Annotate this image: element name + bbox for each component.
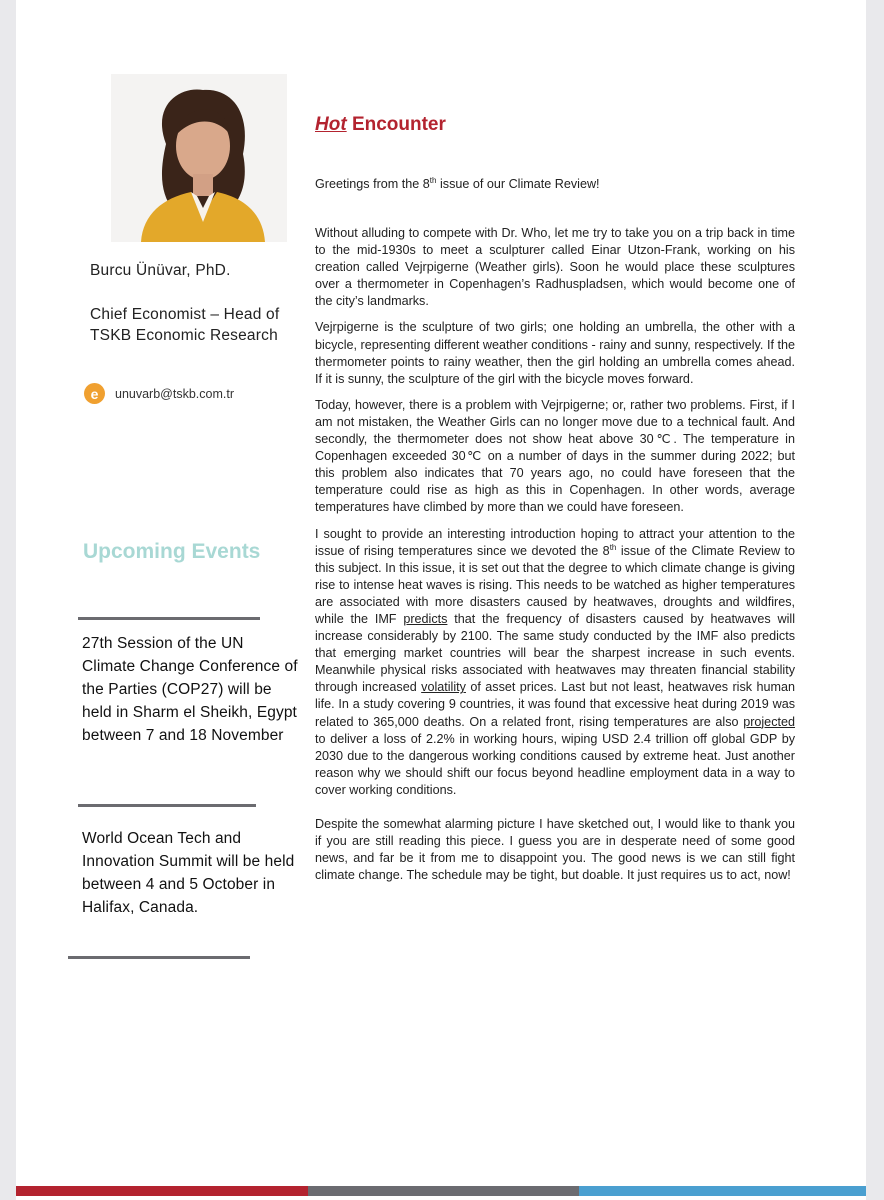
events-title: Upcoming Events xyxy=(83,540,261,563)
article-title xyxy=(315,114,446,136)
greeting: Greetings from the 8th issue of our Climate Review! xyxy=(315,176,600,192)
event-item-cop27: 27th Session of the UN Climate Change Conference of the Parties (COP27) will be held in Sharm el Sheikh, Egypt between 7 and 18 November xyxy=(82,635,298,744)
event-item-ocean-summit: World Ocean Tech and Innovation Summit will be held between 4 and 5 October in Halifax, Canada. xyxy=(82,830,295,916)
events-divider-3 xyxy=(68,956,250,959)
paragraph-3: Today, however, there is a problem with Vejrpigerne; or, rather two problems. First, if I am not mistaken, the Weather Girls can no longer move due to a technical fault. And secondly, the thermometer does not show heat above 30℃. The temperature in Copenhagen exceeded 30℃ on a number of days in the summer during 2022; but this problem also indicates that 70 years ago, no could have foreseen that the temperature could rise as high as this in Copenhagen. In other words, average temperatures have climbed by more than we could have foreseen. xyxy=(315,397,795,515)
article-title-hot: Hot xyxy=(315,114,347,135)
link-predicts[interactable]: predicts xyxy=(403,611,448,626)
author-email-row[interactable] xyxy=(84,383,234,404)
events-divider-2 xyxy=(78,804,256,807)
article-body xyxy=(315,225,795,893)
paragraph-2: Vejrpigerne is the sculpture of two girls; one holding an umbrella, the other with a bicycle, representing different weather conditions - rainy and sunny, respectively. If the thermometer points to rainy weather, then the girl holding an umbrella comes ahead. If it is sunny, the sculpture of the girl with the bicycle moves forward. xyxy=(315,320,795,386)
paragraph-5: Despite the somewhat alarming picture I have sketched out, I would like to thank you if you are still reading this piece. I guess you are in desperate need of some good news, and far be it from me to disappoint you. The good news is we can still fight climate change. The schedule may be tight, but doable. It just requires us to act, now! xyxy=(315,817,795,883)
paragraph-4: I sought to provide an interesting introduction hoping to attract your attention to the issue of rising temperatures since we devoted the 8th issue of the Climate Review to this subject. In this issue, it is set out that the degree to which climate change is giving rise to intense heat waves is rising. This needs to be watched as higher temperatures are associated with more disasters caused by heatwaves, droughts and wildfires, while the IMF predicts that the frequency of disasters caused by heatwaves will increase considerably by 2100. The same study conducted by the IMF also predicts that emerging market countries will bear the sharpest increase in such events. Meanwhile physical risks associated with heatwaves may threaten financial stability through increased volatility of asset prices. Last but not least, heatwaves risk human life. In a study covering 9 countries, it was found that excessive heat during 2019 was related to 365,000 deaths. On a related front, rising temperatures are also projected to deliver a loss of 2.2% in working hours, wiping USD 2.4 trillion off global GDP by 2030 due to the dangerous working conditions caused by extreme heat. Just another reason why we should shift our focus beyond headline employment data in a way to cover working conditions. xyxy=(315,526,795,797)
footer-bar-blue xyxy=(579,1186,866,1196)
author-email[interactable]: unuvarb@tskb.com.tr xyxy=(115,386,234,401)
footer-bar-red xyxy=(16,1186,308,1196)
author-name: Burcu Ünüvar, PhD. xyxy=(90,262,231,279)
author-photo xyxy=(111,74,287,242)
author-role: Chief Economist – Head of TSKB Economic Research xyxy=(90,306,280,344)
article-title-rest: Encounter xyxy=(351,114,446,135)
link-volatility[interactable]: volatility xyxy=(421,680,466,695)
email-icon: e xyxy=(84,383,105,404)
paragraph-1: Without alluding to compete with Dr. Who, let me try to take you on a trip back in time to the mid-1930s to meet a sculpturer called Einar Utzon-Frank, working on his creation called Vejrpigerne (Weather girls). Soon he would place these sculptures over a thermometer in Copenhagen’s Radhuspladsen, which would become one of the city’s landmarks. xyxy=(315,226,795,309)
events-divider-1 xyxy=(78,617,260,620)
link-projected[interactable]: projected xyxy=(743,714,795,729)
page xyxy=(16,0,866,1200)
footer-bar xyxy=(16,1186,866,1196)
footer-bar-gray xyxy=(308,1186,579,1196)
